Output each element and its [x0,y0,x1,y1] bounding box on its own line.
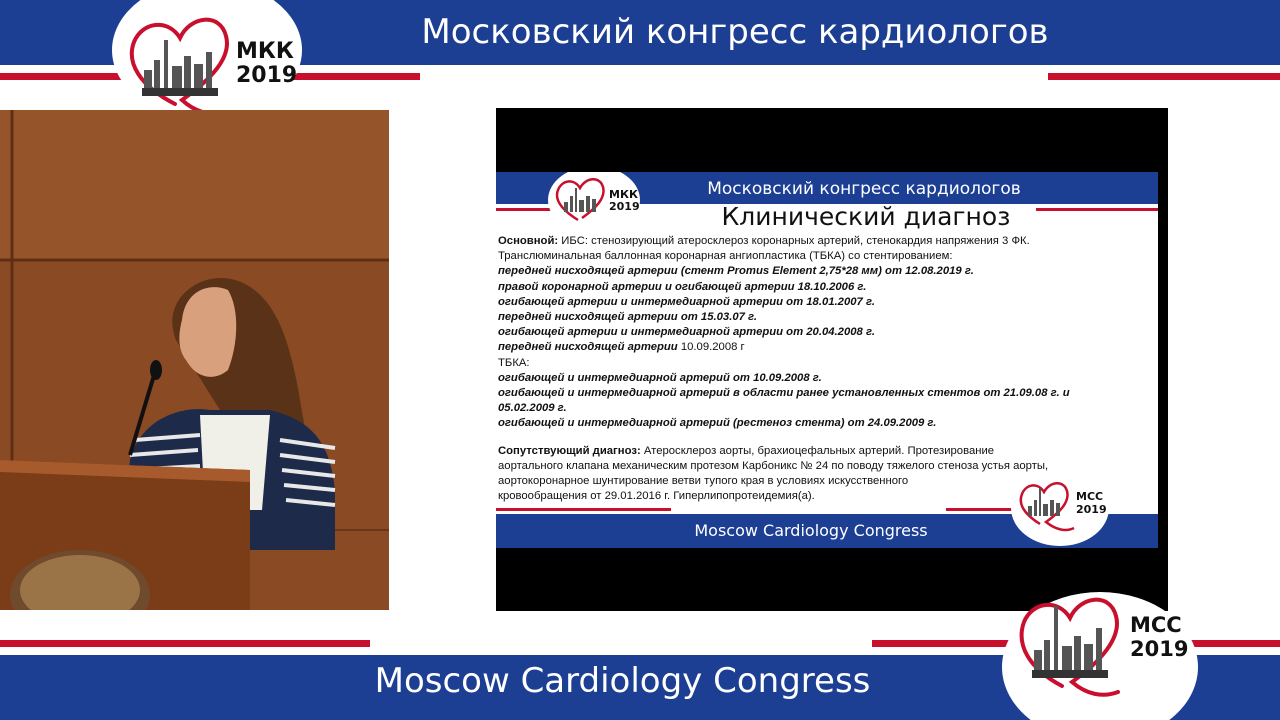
logo-line2: 2019 [236,63,298,88]
slide-heading: Клинический диагноз [721,202,1011,231]
logo-line1: МКК [236,39,294,64]
footer-red-stripe-left [0,640,370,647]
concomitant-diagnosis-text: Атеросклероз аорты, брахиоцефальных артерий. Протезирование [640,444,995,457]
slide-red-stripe [1036,208,1158,211]
stent-line [498,340,1138,355]
slide-body-text [498,234,1138,504]
speaker-video [0,110,389,610]
slide-red-stripe [496,508,671,511]
slide-red-stripe [946,508,1016,511]
footer-logo-line1: MCC [1130,613,1182,637]
slide-logo-line2: 2019 [609,200,640,213]
footer-logo-line2: 2019 [1130,637,1189,661]
tbka-line: огибающей и интермедиарной артерий от 10.09.2008 г. [498,371,822,384]
tbka-line: огибающей и интермедиарной артерий в области ранее установленных стентов от 21.09.08 г. и [498,387,1070,400]
concomitant-line: аортального клапана механическим протезом Карбоникс № 24 по поводу тяжелого стеноза устья аорты, [498,459,1049,472]
slide-red-stripe [496,208,556,211]
concomitant-diagnosis-line [498,444,1138,459]
slide-mcc-logo [1016,478,1112,534]
concomitant-diagnosis-label: Сопутствующий диагноз: [498,444,641,457]
stent-line: передней нисходящей артерии (стент Promus Element 2,75*28 мм) от 12.08.2019 г. [498,265,974,278]
slide-footer-title: Moscow Cardiology Congress [694,521,928,540]
main-diagnosis-line [498,234,1138,249]
tbka-line: 05.02.2009 г. [498,402,567,415]
main-diagnosis-text: ИБС: стенозирующий атеросклероз коронарных артерий, стенокардия напряжения 3 ФК. [558,235,1030,247]
header-red-stripe-right [1048,73,1280,80]
stent-line: передней нисходящей артерии от 15.03.07 г. [498,311,758,324]
presentation-slide [496,172,1158,548]
tbka-stenting-line: Транслюминальная баллонная коронарная ангиопластика (ТБКА) со стентированием: [498,250,953,263]
main-diagnosis-label: Основной: [498,235,559,247]
slide-footer-logo-line2: 2019 [1076,503,1107,516]
moscow-skyline-icon [142,40,218,96]
tbka-label: ТБКА: [498,356,530,369]
concomitant-line: аортокоронарное шунтирование ветви тупого края в условиях искусственного [498,475,909,488]
stent-line-rest: 10.09.2008 г [677,341,745,354]
stent-line: огибающей артерии и интермедиарной артерии от 18.01.2007 г. [498,295,875,308]
mkk-logo [120,8,310,126]
concomitant-line: кровообращения от 29.01.2016 г. Гиперлипопротеидемия(а). [498,490,815,503]
footer-title: Moscow Cardiology Congress [374,661,871,701]
header-title: Московский конгресс кардиологов [421,12,1049,52]
slide-footer-logo-line1: MCC [1076,490,1104,503]
stent-line: огибающей артерии и интермедиарной артерии от 20.04.2008 г. [498,326,875,339]
stent-line: правой коронарной артерии и огибающей артерии 18.10.2006 г. [498,280,867,293]
mcc-logo [1012,588,1202,708]
tbka-line: огибающей и интермедиарной артерий (рестеноз стента) от 24.09.2009 г. [498,417,937,430]
slide-logo-line1: МКК [609,188,638,201]
slide-header-title: Московский конгресс кардиологов [707,179,1021,199]
stent-line-italic: передней нисходящей артерии [498,341,678,354]
slide-mkk-logo [552,174,644,230]
